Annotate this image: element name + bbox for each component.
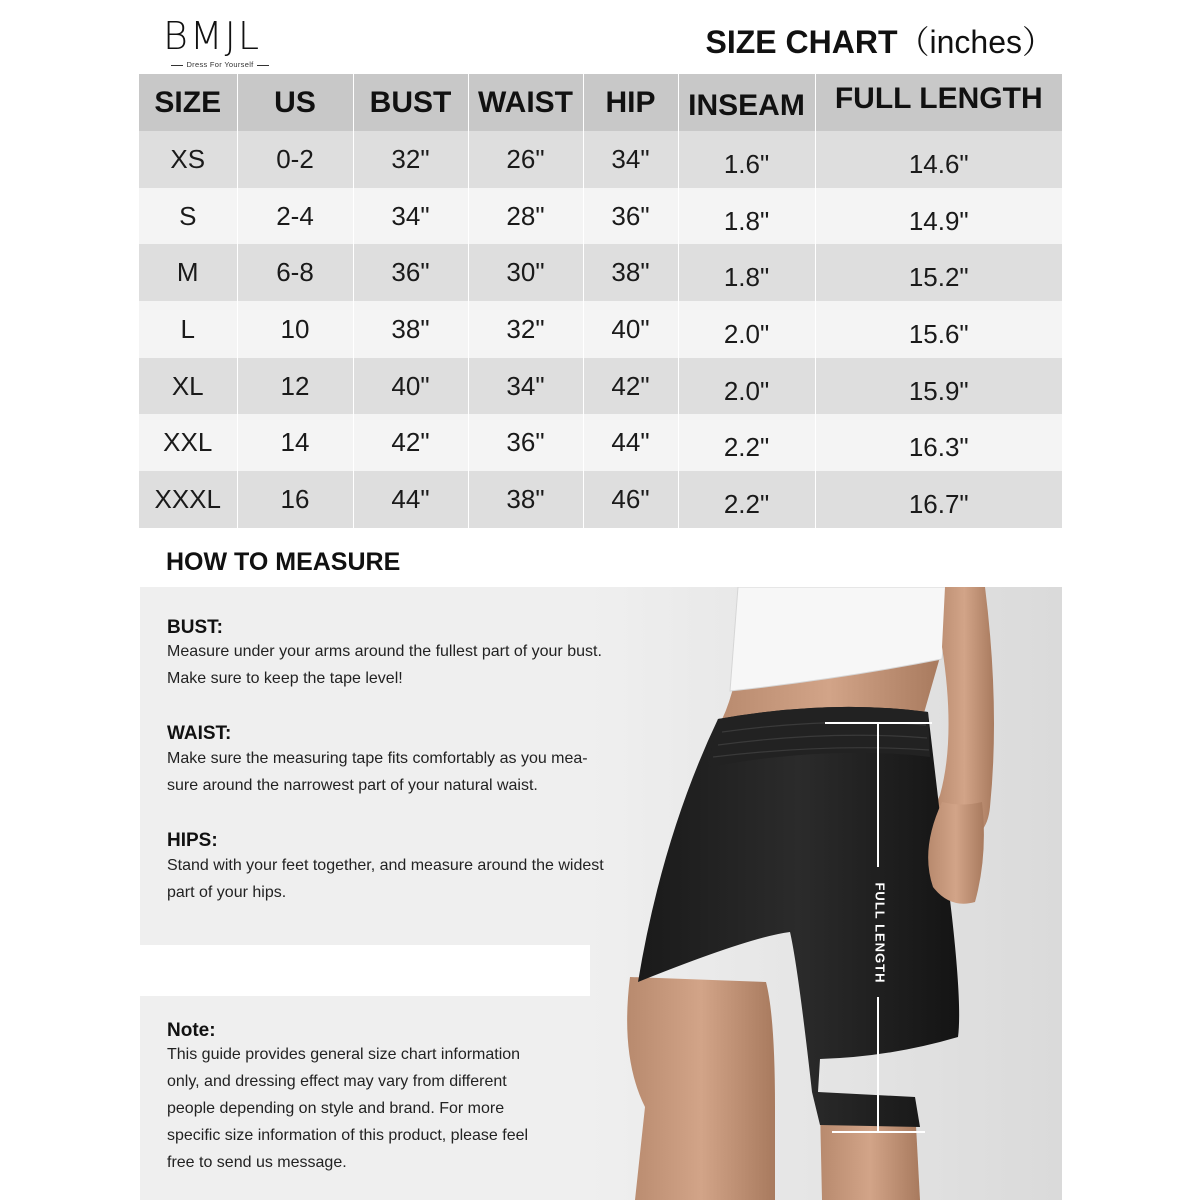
cell-us: 14 [237,414,353,471]
size-chart-unit: （inches） [897,24,1054,60]
header-us: US [237,74,353,131]
cell-waist: 32" [468,301,583,358]
cell-waist: 36" [468,414,583,471]
table-row [139,358,1062,415]
cell-us: 6-8 [237,244,353,301]
hips-text-line-2: part of your hips. [167,884,287,901]
full-length-label-text: FULL LENGTH [872,882,888,984]
cell-waist: 30" [468,244,583,301]
cell-size: L [139,301,237,358]
cell-hip: 38" [583,244,678,301]
header-waist: WAIST [468,74,583,131]
cell-bust: 38" [353,301,468,358]
header-inseam: INSEAM [678,74,815,131]
brand-logo [160,14,285,70]
hips-heading: HIPS: [167,830,218,851]
cell-bust: 36" [353,244,468,301]
cell-us: 16 [237,471,353,528]
header-size: SIZE [139,74,237,131]
cell-size: XXL [139,414,237,471]
cell-us: 12 [237,358,353,415]
cell-full-length: 14.6" [815,131,1062,188]
header-bust: BUST [353,74,468,131]
table-row [139,414,1062,471]
cell-us: 10 [237,301,353,358]
cell-bust: 34" [353,188,468,245]
cell-full-length: 14.9" [815,188,1062,245]
note-text-line-3: people depending on style and brand. For more [167,1100,505,1117]
cell-bust: 32" [353,131,468,188]
waist-text-line-2: sure around the narrowest part of your natural waist. [167,777,538,794]
cell-hip: 34" [583,131,678,188]
header-full-length: FULL LENGTH [815,74,1062,131]
cell-us: 0-2 [237,131,353,188]
bust-text-line-2: Make sure to keep the tape level! [167,670,403,687]
table-row [139,131,1062,188]
cell-full-length: 15.9" [815,358,1062,415]
model-photo [590,587,1062,1200]
cell-size: M [139,244,237,301]
bust-text-line-1: Measure under your arms around the fullest part of your bust. [167,643,602,660]
cell-waist: 28" [468,188,583,245]
header-hip: HIP [583,74,678,131]
size-chart-title-text: SIZE CHART [705,24,898,60]
table-row [139,244,1062,301]
cell-hip: 44" [583,414,678,471]
cell-inseam: 2.2" [678,471,815,528]
full-length-label [870,878,890,988]
note-text-line-2: only, and dressing effect may vary from different [167,1073,507,1090]
cell-inseam: 2.0" [678,301,815,358]
size-table [139,74,1062,528]
hips-text-line-1: Stand with your feet together, and measure around the widest [167,857,604,874]
cell-hip: 36" [583,188,678,245]
cell-full-length: 16.7" [815,471,1062,528]
cell-size: XL [139,358,237,415]
size-table-header-row [139,74,1062,131]
logo-wordmark: BMJL [163,14,262,58]
cell-bust: 40" [353,358,468,415]
cell-inseam: 1.6" [678,131,815,188]
cell-inseam: 2.0" [678,358,815,415]
table-row [139,301,1062,358]
cell-full-length: 15.2" [815,244,1062,301]
note-heading: Note: [167,1020,216,1041]
how-to-measure-title: HOW TO MEASURE [166,548,401,576]
logo-tagline: Dress For Yourself [160,60,280,70]
cell-inseam: 1.8" [678,188,815,245]
cell-hip: 46" [583,471,678,528]
cell-bust: 42" [353,414,468,471]
note-text-line-5: free to send us message. [167,1154,347,1171]
size-chart-title [705,22,1054,62]
cell-hip: 42" [583,358,678,415]
cell-us: 2-4 [237,188,353,245]
cell-hip: 40" [583,301,678,358]
bust-heading: BUST: [167,617,223,638]
table-row [139,188,1062,245]
waist-heading: WAIST: [167,723,232,744]
cell-bust: 44" [353,471,468,528]
note-text-line-4: specific size information of this product, please feel [167,1127,529,1144]
cell-size: XXXL [139,471,237,528]
cell-size: XS [139,131,237,188]
waist-text-line-1: Make sure the measuring tape fits comfortably as you mea- [167,750,588,767]
cell-full-length: 16.3" [815,414,1062,471]
cell-inseam: 2.2" [678,414,815,471]
cell-size: S [139,188,237,245]
cell-waist: 34" [468,358,583,415]
cell-waist: 38" [468,471,583,528]
cell-full-length: 15.6" [815,301,1062,358]
table-row [139,471,1062,528]
note-text-line-1: This guide provides general size chart information [167,1046,521,1063]
cell-inseam: 1.8" [678,244,815,301]
cell-waist: 26" [468,131,583,188]
